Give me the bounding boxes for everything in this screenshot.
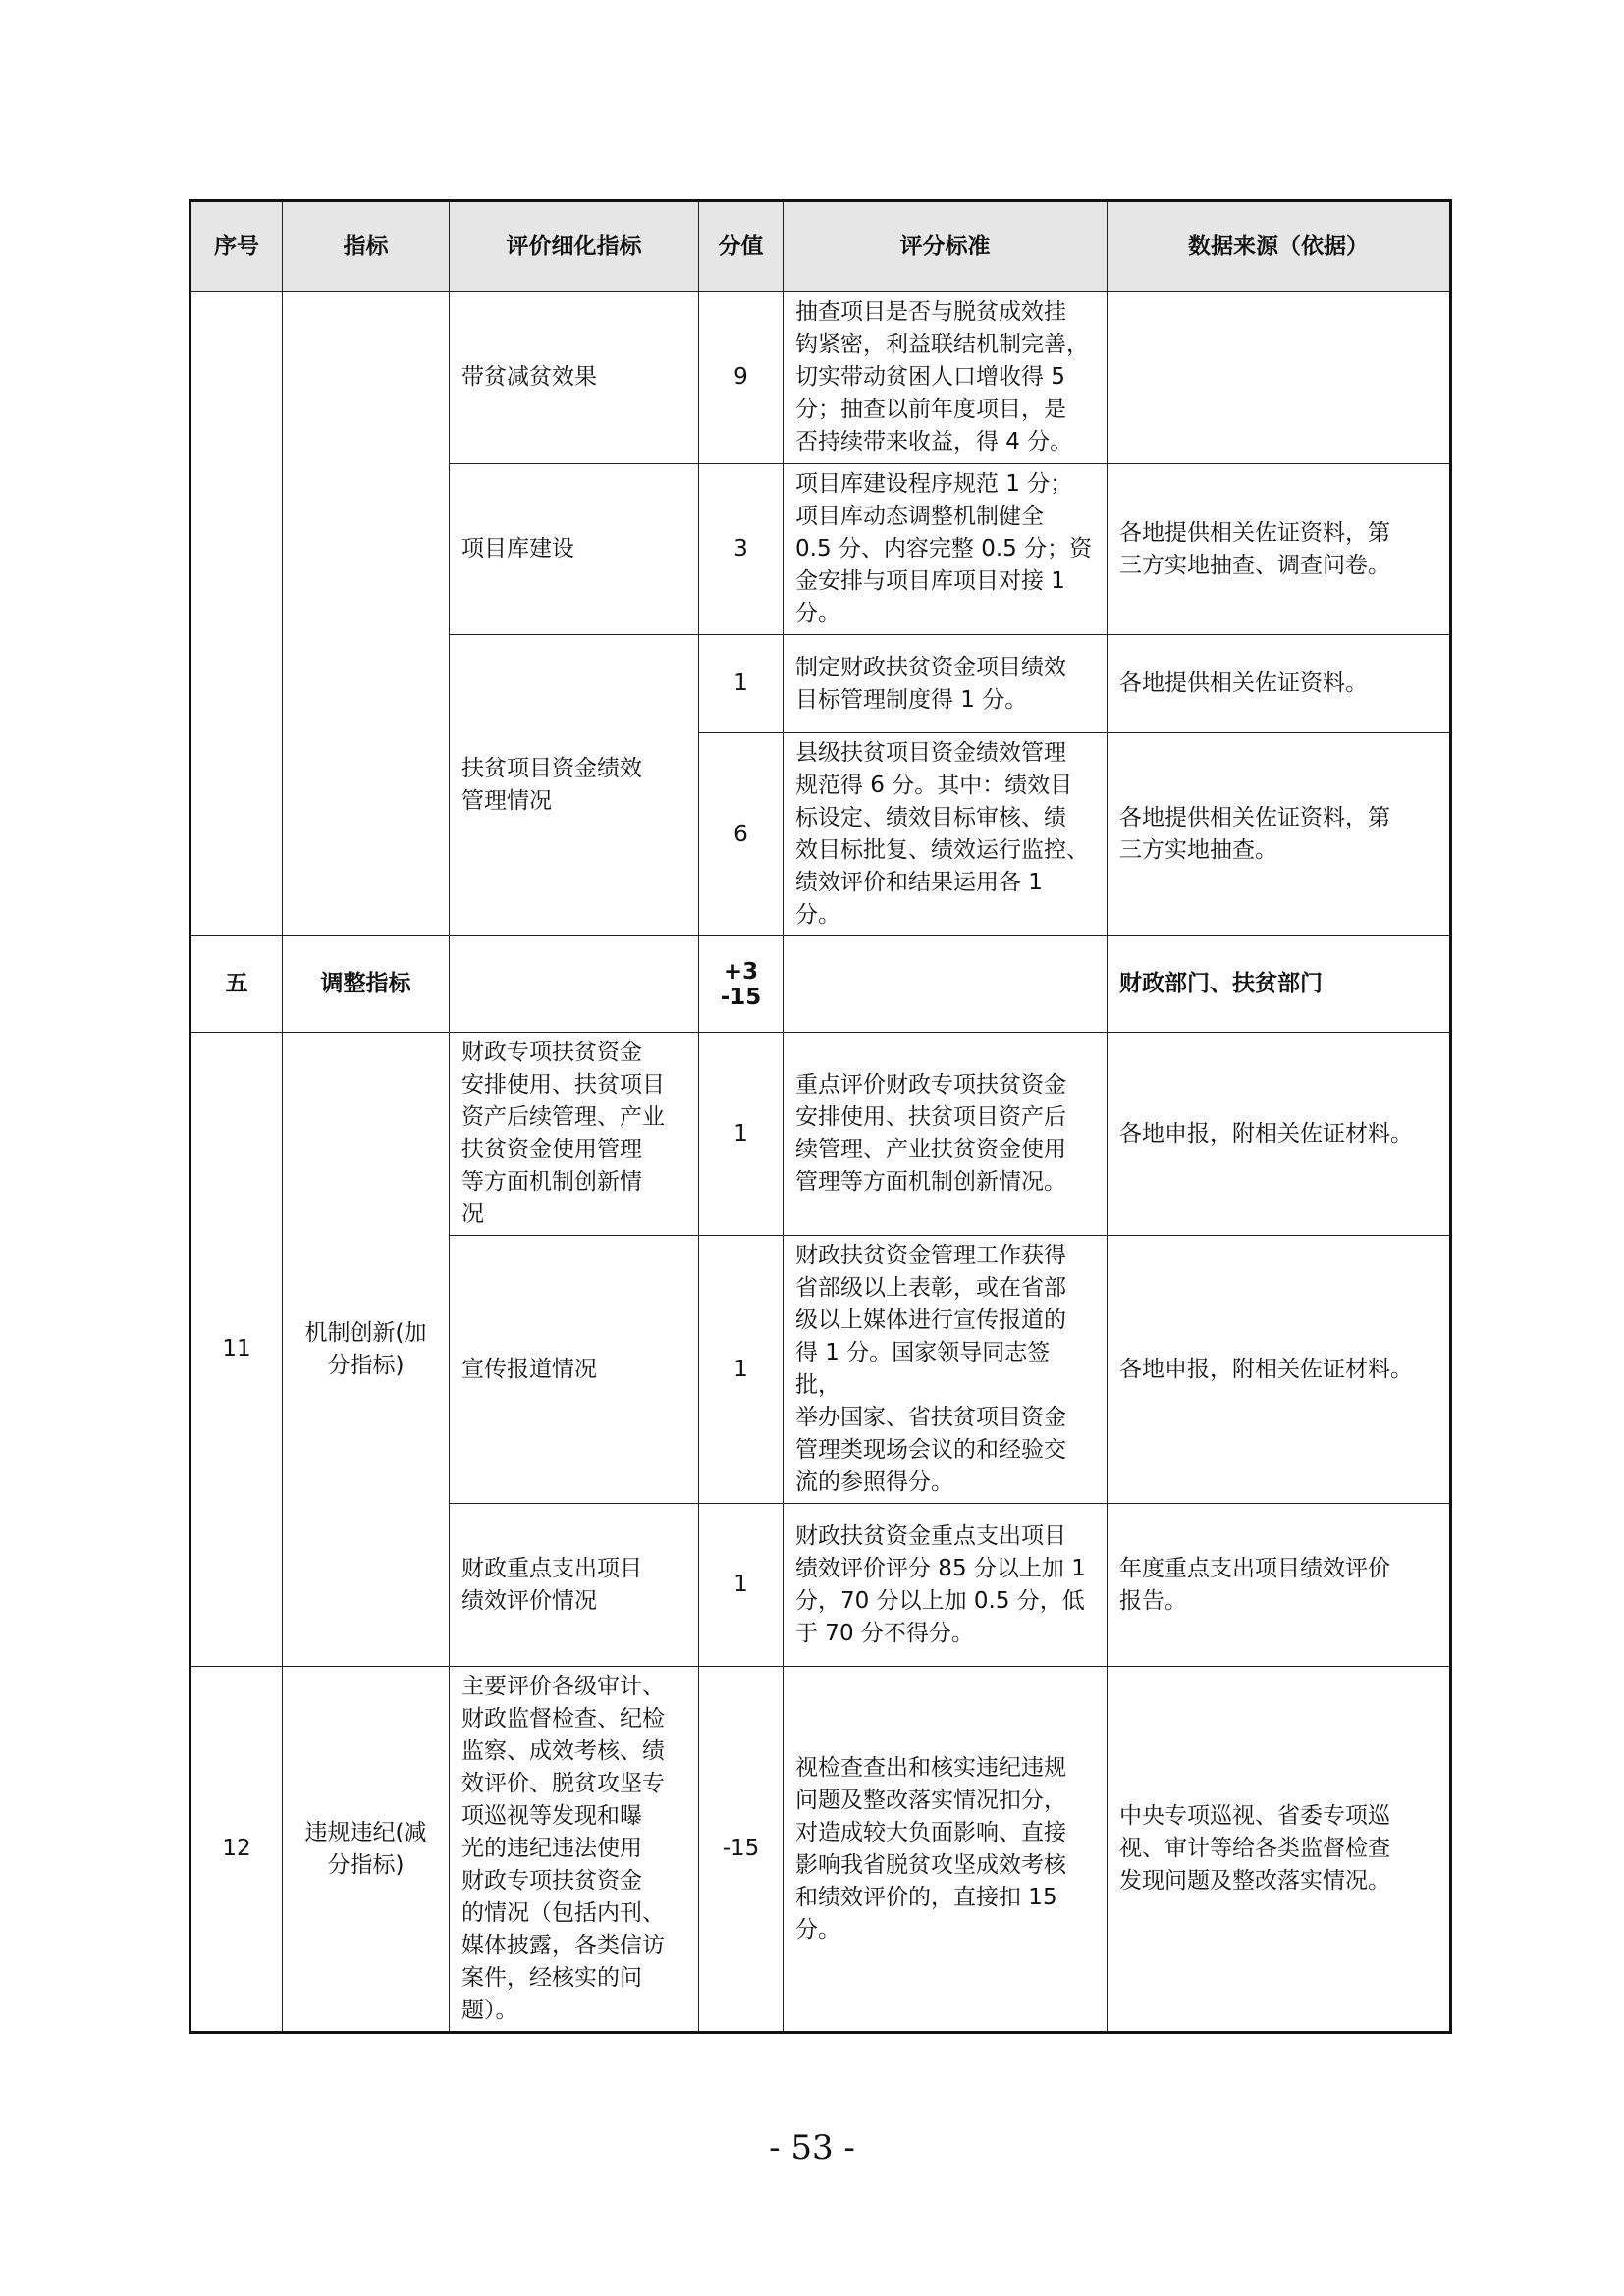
- score-cell: 1: [699, 635, 784, 733]
- detail-cell: 宣传报道情况: [450, 1236, 699, 1504]
- score-cell: 1: [699, 1033, 784, 1236]
- detail-cell: 带贫减贫效果: [450, 292, 699, 464]
- source-cell: 各地提供相关佐证资料。: [1108, 635, 1451, 733]
- seq-cell: 11: [190, 1033, 283, 1667]
- seq-cell: 12: [190, 1667, 283, 2033]
- source-cell: 年度重点支出项目绩效评价 报告。: [1108, 1504, 1451, 1667]
- header-seq: 序号: [190, 201, 283, 292]
- indicator-cell: 违规违纪(减 分指标): [283, 1667, 450, 2033]
- table-row: [190, 292, 1451, 464]
- standard-cell: 视检查查出和核实违纪违规 问题及整改落实情况扣分， 对造成较大负面影响、直接 影响我省脱贫攻坚成效考核 和绩效评价的，直接扣 15 分。: [784, 1667, 1108, 2033]
- source-cell: 各地提供相关佐证资料，第 三方实地抽查。: [1108, 733, 1451, 936]
- table-row: [190, 1667, 1451, 2033]
- source-cell: 各地申报，附相关佐证材料。: [1108, 1033, 1451, 1236]
- standard-cell: 县级扶贫项目资金绩效管理 规范得 6 分。其中：绩效目 标设定、绩效目标审核、绩 效目标批复、绩效运行监控、 绩效评价和结果运用各 1 分。: [784, 733, 1108, 936]
- header-standard: 评分标准: [784, 201, 1108, 292]
- indicator-cell: 调整指标: [283, 936, 450, 1033]
- score-cell: +3 -15: [699, 936, 784, 1033]
- score-cell: 1: [699, 1504, 784, 1667]
- table-row: [190, 1033, 1451, 1236]
- header-score: 分值: [699, 201, 784, 292]
- seq-cell: 五: [190, 936, 283, 1033]
- standard-cell: 财政扶贫资金重点支出项目 绩效评价评分 85 分以上加 1 分，70 分以上加 0.5 分，低 于 70 分不得分。: [784, 1504, 1108, 1667]
- evaluation-table: [189, 199, 1452, 2034]
- source-cell: 各地提供相关佐证资料，第 三方实地抽查、调查问卷。: [1108, 464, 1451, 635]
- detail-cell: 项目库建设: [450, 464, 699, 635]
- seq-cell-empty: [190, 292, 283, 936]
- indicator-cell-empty: [283, 292, 450, 936]
- detail-cell: 主要评价各级审计、 财政监督检查、纪检 监察、成效考核、绩 效评价、脱贫攻坚专 项巡视等发现和曝 光的违纪违法使用 财政专项扶贫资金 的情况（包括内刊、 媒体披露，各类信访 案件，经核实的问 题）。: [450, 1667, 699, 2033]
- standard-cell: 制定财政扶贫资金项目绩效 目标管理制度得 1 分。: [784, 635, 1108, 733]
- score-cell: 6: [699, 733, 784, 936]
- detail-cell: 扶贫项目资金绩效 管理情况: [450, 635, 699, 936]
- header-indicator: 指标: [283, 201, 450, 292]
- source-cell: 中央专项巡视、省委专项巡 视、审计等给各类监督检查 发现问题及整改落实情况。: [1108, 1667, 1451, 2033]
- indicator-cell: 机制创新(加 分指标): [283, 1033, 450, 1667]
- score-cell: 9: [699, 292, 784, 464]
- header-detail: 评价细化指标: [450, 201, 699, 292]
- score-cell: 1: [699, 1236, 784, 1504]
- standard-cell: 财政扶贫资金管理工作获得 省部级以上表彰，或在省部 级以上媒体进行宣传报道的 得 1 分。国家领导同志签批， 举办国家、省扶贫项目资金 管理类现场会议的和经验交 流的参照得分。: [784, 1236, 1108, 1504]
- standard-cell: 抽查项目是否与脱贫成效挂 钩紧密，利益联结机制完善， 切实带动贫困人口增收得 5 分；抽查以前年度项目，是 否持续带来收益，得 4 分。: [784, 292, 1108, 464]
- standard-cell-empty: [784, 936, 1108, 1033]
- standard-cell: 项目库建设程序规范 1 分； 项目库动态调整机制健全 0.5 分、内容完整 0.5 分；资 金安排与项目库项目对接 1 分。: [784, 464, 1108, 635]
- score-cell: -15: [699, 1667, 784, 2033]
- score-cell: 3: [699, 464, 784, 635]
- header-source: 数据来源（依据）: [1108, 201, 1451, 292]
- source-cell: [1108, 292, 1451, 464]
- section-row: [190, 936, 1451, 1033]
- detail-cell: 财政专项扶贫资金 安排使用、扶贫项目 资产后续管理、产业 扶贫资金使用管理 等方面机制创新情 况: [450, 1033, 699, 1236]
- detail-cell-empty: [450, 936, 699, 1033]
- page-number: - 53 -: [769, 2128, 855, 2167]
- standard-cell: 重点评价财政专项扶贫资金 安排使用、扶贫项目资产后 续管理、产业扶贫资金使用 管理等方面机制创新情况。: [784, 1033, 1108, 1236]
- source-cell: 财政部门、扶贫部门: [1108, 936, 1451, 1033]
- table-header-row: [190, 201, 1451, 292]
- detail-cell: 财政重点支出项目 绩效评价情况: [450, 1504, 699, 1667]
- source-cell: 各地申报，附相关佐证材料。: [1108, 1236, 1451, 1504]
